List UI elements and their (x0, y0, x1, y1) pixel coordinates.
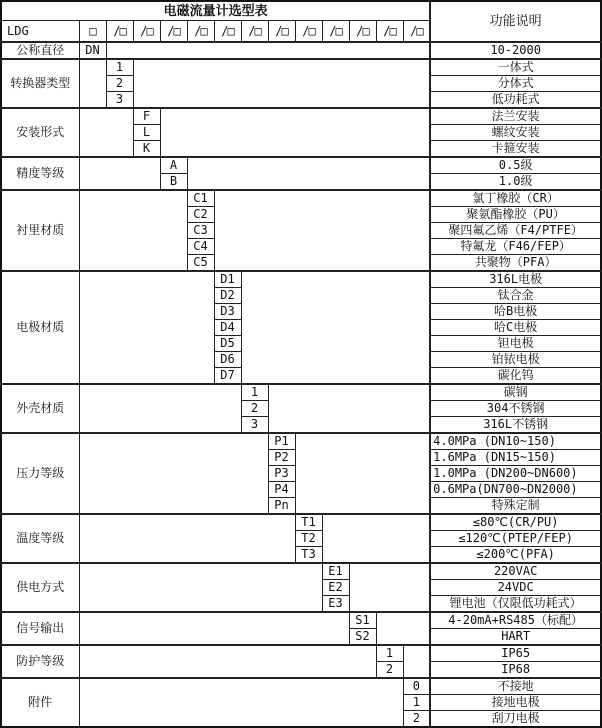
desc-cell: 聚氨酯橡胶（PU） (430, 207, 601, 223)
desc-cell: 接地电极 (430, 695, 601, 711)
section-label: 电极材质 (1, 271, 79, 384)
code-cell: S1 (349, 612, 376, 629)
code-cell: F (133, 108, 160, 125)
code-cell: D6 (214, 352, 241, 368)
desc-cell: ≤200℃(PFA) (430, 547, 601, 564)
section-label: 温度等级 (1, 514, 79, 563)
desc-cell: 氯丁橡胶（CR） (430, 190, 601, 207)
model-prefix-label: LDG (1, 21, 79, 43)
code-cell: 1 (241, 384, 268, 401)
desc-cell: 分体式 (430, 76, 601, 92)
desc-cell: 锂电池（仅限低功耗式） (430, 596, 601, 613)
code-cell: P3 (268, 466, 295, 482)
section-label: 外壳材质 (1, 384, 79, 433)
code-cell: D3 (214, 304, 241, 320)
desc-cell: 刮刀电极 (430, 711, 601, 728)
code-cell: L (133, 125, 160, 141)
desc-cell: 304不锈钢 (430, 401, 601, 417)
desc-cell: 低功耗式 (430, 92, 601, 109)
desc-cell: 0.5级 (430, 157, 601, 174)
desc-cell: 4-20mA+RS485（标配） (430, 612, 601, 629)
section-label: 附件 (1, 678, 79, 727)
code-cell: 1 (403, 695, 430, 711)
desc-cell: 1.0级 (430, 174, 601, 191)
code-cell: 0 (403, 678, 430, 695)
code-cell: 1 (106, 59, 133, 76)
empty-cell (322, 514, 430, 563)
code-cell: D4 (214, 320, 241, 336)
model-code-box: /□ (349, 21, 376, 43)
code-cell: 2 (106, 76, 133, 92)
model-code-box: /□ (295, 21, 322, 43)
desc-cell: 铂铱电极 (430, 352, 601, 368)
desc-cell: 碳钢 (430, 384, 601, 401)
desc-cell: 220VAC (430, 563, 601, 580)
section-label: 衬里材质 (1, 190, 79, 271)
code-cell: K (133, 141, 160, 158)
desc-cell: IP68 (430, 662, 601, 679)
desc-cell: 1.0MPa (DN200~DN600) (430, 466, 601, 482)
model-code-box: /□ (376, 21, 403, 43)
code-cell: T3 (295, 547, 322, 564)
model-code-box: /□ (403, 21, 430, 43)
section-label: 防护等级 (1, 645, 79, 678)
code-cell: A (160, 157, 187, 174)
code-cell: P1 (268, 433, 295, 450)
empty-cell (295, 433, 430, 514)
section-label: 安装形式 (1, 108, 79, 157)
code-cell: C4 (187, 239, 214, 255)
code-cell: T1 (295, 514, 322, 531)
code-cell: 2 (403, 711, 430, 728)
empty-cell (79, 59, 106, 108)
empty-cell (79, 433, 268, 514)
desc-cell: 1.6MPa (DN15~150) (430, 450, 601, 466)
empty-cell (133, 59, 430, 108)
desc-cell: 特殊定制 (430, 498, 601, 515)
empty-cell (214, 190, 430, 271)
desc-cell: 特氟龙（F46/FEP） (430, 239, 601, 255)
desc-cell: 4.0MPa (DN10~150) (430, 433, 601, 450)
empty-cell (79, 678, 403, 727)
code-cell: C5 (187, 255, 214, 272)
desc-cell: HART (430, 629, 601, 646)
desc-cell: 螺纹安装 (430, 125, 601, 141)
desc-cell: 聚四氟乙烯（F4/PTFE） (430, 223, 601, 239)
empty-cell (79, 563, 322, 612)
code-cell: 1 (376, 645, 403, 662)
desc-cell: 316L不锈钢 (430, 417, 601, 434)
code-cell: B (160, 174, 187, 191)
table-title: 电磁流量计选型表 (1, 1, 430, 21)
code-cell: E3 (322, 596, 349, 613)
code-cell: C2 (187, 207, 214, 223)
model-code-box: /□ (106, 21, 133, 43)
desc-cell: 0.6MPa(DN700~DN2000) (430, 482, 601, 498)
code-cell: E1 (322, 563, 349, 580)
empty-cell (349, 563, 430, 612)
desc-cell: 哈C电极 (430, 320, 601, 336)
desc-cell: ≤80℃(CR/PU) (430, 514, 601, 531)
model-code-box: /□ (160, 21, 187, 43)
desc-cell: 哈B电极 (430, 304, 601, 320)
desc-cell: 法兰安装 (430, 108, 601, 125)
desc-cell: 不接地 (430, 678, 601, 695)
desc-cell: ≤120℃(PTEP/FEP) (430, 531, 601, 547)
empty-cell (79, 384, 241, 433)
empty-cell (79, 514, 295, 563)
code-cell: S2 (349, 629, 376, 646)
code-cell: 3 (241, 417, 268, 434)
empty-cell (241, 271, 430, 384)
model-code-box: /□ (322, 21, 349, 43)
section-label: 公称直径 (1, 42, 79, 59)
code-cell: D1 (214, 271, 241, 288)
code-cell: C1 (187, 190, 214, 207)
desc-cell: 钽电极 (430, 336, 601, 352)
model-code-box: /□ (187, 21, 214, 43)
empty-cell (106, 42, 430, 59)
code-cell: D7 (214, 368, 241, 385)
desc-cell: 一体式 (430, 59, 601, 76)
section-label: 转换器类型 (1, 59, 79, 108)
model-code-box: /□ (241, 21, 268, 43)
section-label: 供电方式 (1, 563, 79, 612)
empty-cell (376, 612, 430, 645)
code-cell: D5 (214, 336, 241, 352)
model-code-box: /□ (133, 21, 160, 43)
code-cell: E2 (322, 580, 349, 596)
code-cell: D2 (214, 288, 241, 304)
empty-cell (268, 384, 430, 433)
desc-cell: 碳化钨 (430, 368, 601, 385)
code-cell: Pn (268, 498, 295, 515)
desc-cell: 10-2000 (430, 42, 601, 59)
section-label: 压力等级 (1, 433, 79, 514)
code-cell: P4 (268, 482, 295, 498)
empty-cell (79, 157, 160, 190)
section-label: 信号输出 (1, 612, 79, 645)
model-code-box: /□ (268, 21, 295, 43)
section-label: 精度等级 (1, 157, 79, 190)
code-cell: P2 (268, 450, 295, 466)
desc-cell: IP65 (430, 645, 601, 662)
desc-cell: 316L电极 (430, 271, 601, 288)
empty-cell (79, 271, 214, 384)
functions-header: 功能说明 (430, 1, 601, 42)
model-code-box: /□ (214, 21, 241, 43)
empty-cell (79, 108, 133, 157)
empty-cell (160, 108, 430, 157)
empty-cell (79, 645, 376, 678)
code-cell: T2 (295, 531, 322, 547)
empty-cell (187, 157, 430, 190)
code-cell: 2 (241, 401, 268, 417)
desc-cell: 共聚物（PFA） (430, 255, 601, 272)
code-cell: 3 (106, 92, 133, 109)
desc-cell: 24VDC (430, 580, 601, 596)
model-code-box: □ (79, 21, 106, 43)
empty-cell (79, 190, 187, 271)
code-cell: C3 (187, 223, 214, 239)
desc-cell: 钛合金 (430, 288, 601, 304)
desc-cell: 卡箍安装 (430, 141, 601, 158)
code-cell: 2 (376, 662, 403, 679)
empty-cell (403, 645, 430, 678)
code-cell: DN (79, 42, 106, 59)
empty-cell (79, 612, 349, 645)
